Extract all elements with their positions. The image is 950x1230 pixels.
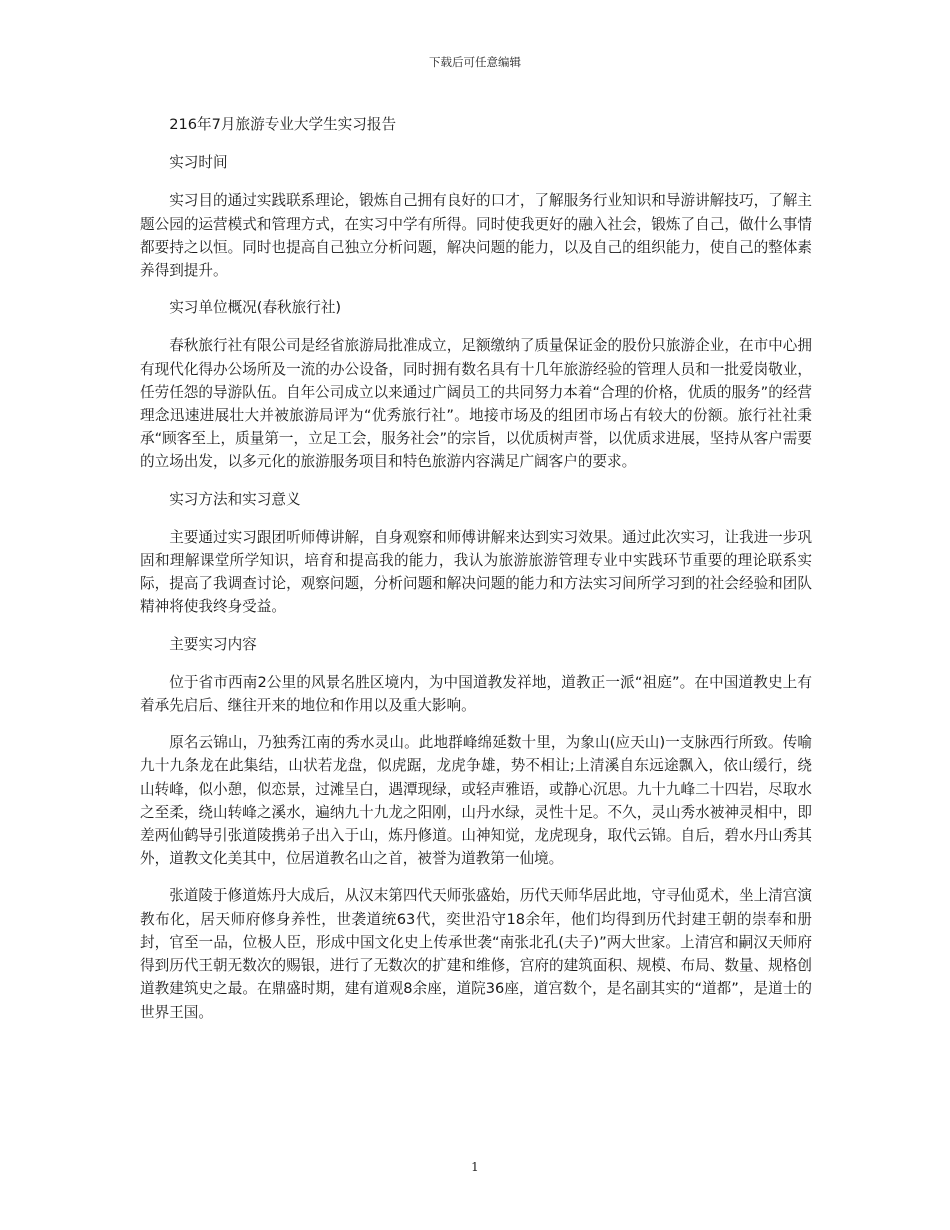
paragraph-location: 位于省市西南2公里的风景名胜区境内，为中国道教发祥地，道教正一派“祖庭”。在中国道教史上有着承先启后、继往开来的地位和作用以及重大影响。 <box>140 673 812 715</box>
report-title: 216年7月旅游专业大学生实习报告 <box>169 116 397 133</box>
paragraph-unit-overview: 春秋旅行社有限公司是经省旅游局批准成立，足额缴纳了质量保证金的股份只旅游企业，在市中心拥有现代化得办公场所及一流的办公设备，同时拥有数名具有十几年旅游经验的管理人员和一批爱岗敬业，任劳任怨的导游队伍。自年公司成立以来通过广阔员工的共同努力本着“合理的价格，优质的服务”的经营理念迅速进展壮大并被旅游局评为“优秀旅行社”。地接市场及的组团市场占有较大的份额。旅行社社秉承“顾客至上，质量第一，立足工会，服务社会”的宗旨，以优质树声誉，以优质求进展，坚持从客户需要的立场出发，以多元化的旅游服务项目和特色旅游内容满足广阔客户的要求。 <box>140 337 812 471</box>
page-number: 1 <box>471 1160 479 1174</box>
section-heading-internship-time: 实习时间 <box>169 154 228 172</box>
document-body <box>140 113 812 1038</box>
section-heading-unit-overview: 实习单位概况(春秋旅行社) <box>169 299 342 317</box>
paragraph-methods: 主要通过实习跟团听师傅讲解，自身观察和师傅讲解来达到实习效果。通过此次实习，让我进一步巩固和理解课堂所学知识，培育和提高我的能力，我认为旅游旅游管理专业中实践环节重要的理论联系实际，提高了我调查讨论，观察问题，分析问题和解决问题的能力和方法实习间所学习到的社会经验和团队精神将使我终身受益。 <box>140 528 812 616</box>
section-heading-methods: 实习方法和实习意义 <box>169 490 301 508</box>
section-heading-main-content: 主要实习内容 <box>169 635 257 653</box>
paragraph-zhang-daoling: 张道陵于修道炼丹大成后，从汉末第四代天师张盛始，历代天师华居此地，守寻仙觅术，坐上清宫演教布化，居天师府修身养性，世袭道统63代，奕世沿守18余年，他们均得到历代封建王朝的崇奉和册封，官至一品，位极人臣，形成中国文化史上传承世袭“南张北孔(夫子)”两大世家。上清宫和嗣汉天师府得到历代王朝无数次的赐银，进行了无数次的扩建和维修，宫府的建筑面积、规模、布局、数量、规格创道教建筑史之最。在鼎盛时期，建有道观8余座，道院36座，道宫数个，是名副其实的“道都”，是道士的世界王国。 <box>140 887 812 1021</box>
paragraph-mountain-history: 原名云锦山，乃独秀江南的秀水灵山。此地群峰绵延数十里，为象山(应天山)一支脉西行所致。传喻九十九条龙在此集结，山状若龙盘，似虎踞，龙虎争雄，势不相让;上清溪自东远途飘入，依山缓行，绕山转峰，似小憩，似恋景，过滩呈白，遇潭现绿，或轻声雅语，或静心沉思。九十九峰二十四岩，尽取水之至柔，绕山转峰之溪水，遍纳九十九龙之阳刚，山丹水绿，灵性十足。不久，灵山秀水被神灵相中，即差两仙鹤导引张道陵携弟子出入于山，炼丹修道。山神知觉，龙虎现身，取代云锦。自后，碧水丹山秀其外，道教文化美其中，位居道教名山之首，被誉为道教第一仙境。 <box>140 734 812 868</box>
paragraph-internship-purpose: 实习目的通过实践联系理论，锻炼自己拥有良好的口才，了解服务行业知识和导游讲解技巧，了解主题公园的运营模式和管理方式，在实习中学有所得。同时使我更好的融入社会，锻炼了自己，做什么事情都要持之以恒。同时也提高自己独立分析问题，解决问题的能力，以及自己的组织能力，使自己的整体素养得到提升。 <box>140 192 812 280</box>
header-note: 下载后可任意编辑 <box>429 55 521 69</box>
